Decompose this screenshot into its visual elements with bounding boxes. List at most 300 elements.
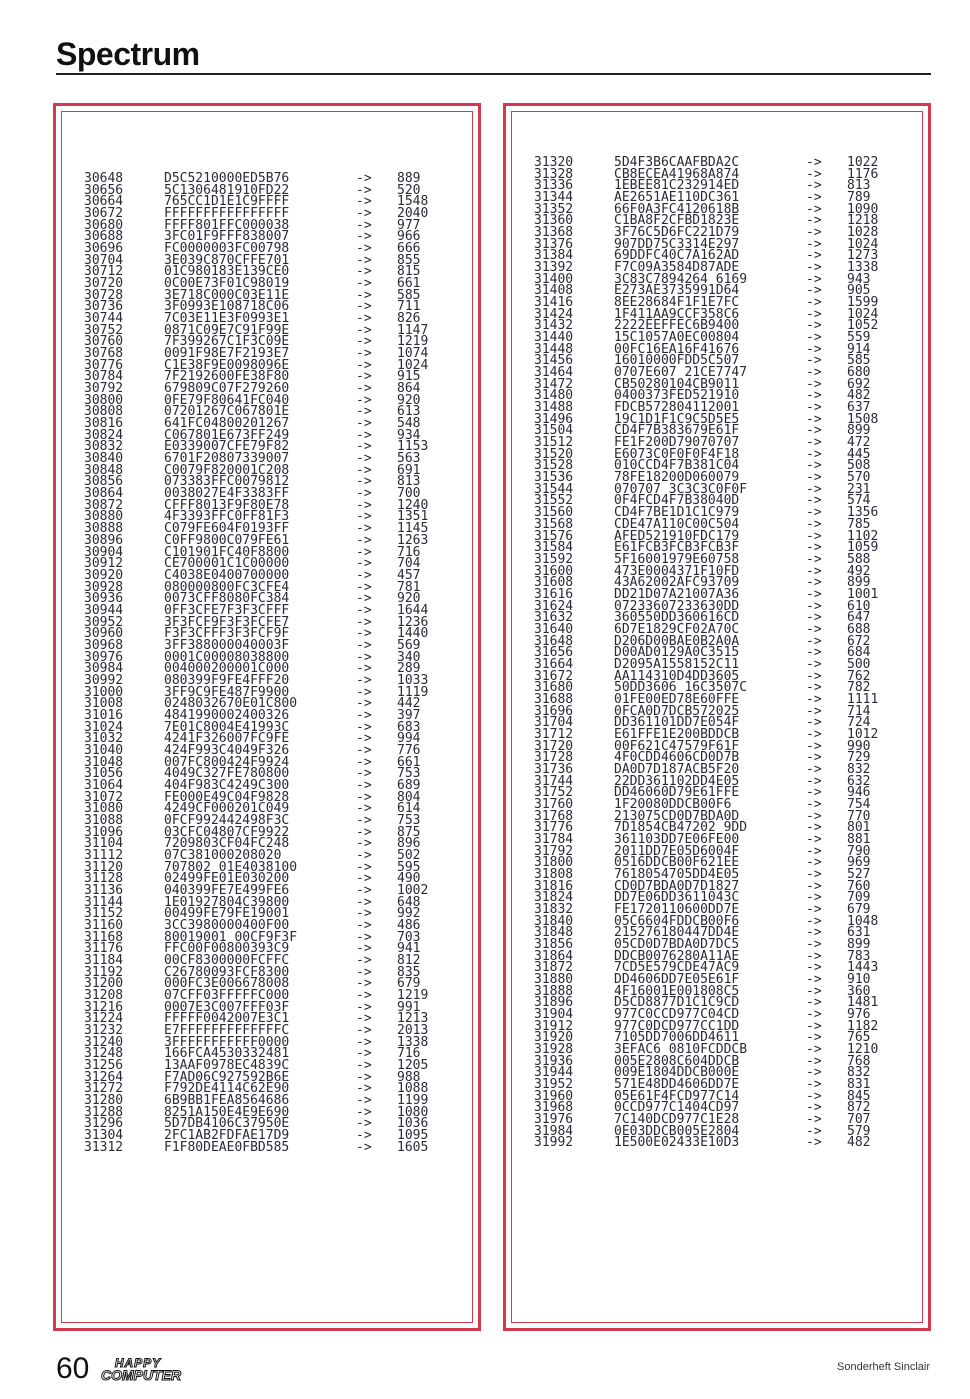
address: 30968 bbox=[84, 637, 124, 653]
checksum: 905 bbox=[847, 283, 871, 299]
arrow: -> bbox=[806, 458, 822, 474]
hex-data: 641FC04800201267 bbox=[164, 416, 290, 432]
checksum: 762 bbox=[847, 668, 871, 684]
checksum: 595 bbox=[397, 859, 421, 875]
arrow: -> bbox=[806, 972, 822, 988]
address: 31704 bbox=[534, 715, 574, 731]
hex-data: 4F16001E001808C5 bbox=[614, 983, 740, 999]
checksum: 1481 bbox=[847, 995, 879, 1011]
address: 31768 bbox=[534, 808, 574, 824]
arrow: -> bbox=[806, 563, 822, 579]
arrow: -> bbox=[806, 271, 822, 287]
checksum: 988 bbox=[397, 1069, 421, 1085]
address: 30784 bbox=[84, 369, 124, 385]
arrow: -> bbox=[356, 497, 372, 513]
checksum: 760 bbox=[847, 878, 871, 894]
arrow: -> bbox=[806, 761, 822, 777]
checksum: 1052 bbox=[847, 318, 879, 334]
hex-data: 009E1804DDCB000E bbox=[614, 1065, 740, 1081]
arrow: -> bbox=[806, 750, 822, 766]
checksum: 1205 bbox=[397, 1058, 429, 1074]
address: 31464 bbox=[534, 365, 574, 381]
address: 31496 bbox=[534, 411, 574, 427]
arrow: -> bbox=[356, 882, 372, 898]
hex-data: D00AD0129A0C3515 bbox=[614, 645, 740, 661]
checksum: 910 bbox=[847, 972, 871, 988]
hex-data: AE2651AE110DC361 bbox=[614, 190, 740, 206]
address: 31728 bbox=[534, 750, 574, 766]
arrow: -> bbox=[356, 614, 372, 630]
arrow: -> bbox=[356, 427, 372, 443]
arrow: -> bbox=[806, 878, 822, 894]
address: 31816 bbox=[534, 878, 574, 894]
arrow: -> bbox=[806, 295, 822, 311]
arrow: -> bbox=[806, 330, 822, 346]
address: 31008 bbox=[84, 696, 124, 712]
arrow: -> bbox=[356, 672, 372, 688]
checksum: 1176 bbox=[847, 166, 879, 182]
hex-data: 4F3393FFC0FF81F3 bbox=[164, 509, 290, 525]
address: 31680 bbox=[534, 680, 574, 696]
hex-data: 43A62002AFC93709 bbox=[614, 575, 740, 591]
checksum: 707 bbox=[847, 1112, 871, 1128]
checksum: 1153 bbox=[397, 439, 429, 455]
arrow: -> bbox=[806, 446, 822, 462]
arrow: -> bbox=[806, 178, 822, 194]
address: 31368 bbox=[534, 225, 574, 241]
address: 30648 bbox=[84, 171, 124, 186]
hex-listing-left bbox=[56, 173, 478, 1153]
address: 31920 bbox=[534, 1030, 574, 1046]
address: 30680 bbox=[84, 217, 124, 233]
address: 31648 bbox=[534, 633, 574, 649]
logo-line-2: COMPUTER bbox=[101, 1367, 182, 1383]
hex-data: E273AE3735991D64 bbox=[614, 283, 740, 299]
hex-data: 7F399267C1F3C09E bbox=[164, 334, 290, 350]
hex-data: 5D7DB4106C37950E bbox=[164, 1116, 290, 1132]
checksum: 845 bbox=[847, 1088, 871, 1104]
hex-data: CE700001C1C00000 bbox=[164, 556, 290, 572]
address: 31440 bbox=[534, 330, 574, 346]
address: 31952 bbox=[534, 1077, 574, 1093]
checksum: 703 bbox=[397, 929, 421, 945]
arrow: -> bbox=[356, 988, 372, 1004]
checksum: 672 bbox=[847, 633, 871, 649]
hex-data: CFFF8013F9F80E78 bbox=[164, 497, 290, 513]
hex-data: 1F411AA9CCF358C6 bbox=[614, 306, 740, 322]
checksum: 661 bbox=[397, 276, 421, 292]
address: 31520 bbox=[534, 446, 574, 462]
checksum: 231 bbox=[847, 481, 871, 497]
hex-data: DD21D07A21007A36 bbox=[614, 586, 740, 602]
checksum: 765 bbox=[847, 1030, 871, 1046]
arrow: -> bbox=[356, 567, 372, 583]
arrow: -> bbox=[356, 182, 372, 198]
hex-data: 02499FE01E030200 bbox=[164, 871, 290, 887]
checksum: 472 bbox=[847, 435, 871, 451]
arrow: -> bbox=[356, 451, 372, 467]
hex-data: 7618054705DD4E05 bbox=[614, 866, 740, 882]
hex-data: 073383FFC0079812 bbox=[164, 474, 290, 490]
checksum: 691 bbox=[397, 462, 421, 478]
checksum: 585 bbox=[847, 353, 871, 369]
checksum: 1119 bbox=[397, 684, 429, 700]
hex-data: DDCB0076280A11AE bbox=[614, 948, 740, 964]
address: 31096 bbox=[84, 824, 124, 840]
checksum: 920 bbox=[397, 392, 421, 408]
address: 31360 bbox=[534, 213, 574, 229]
arrow: -> bbox=[356, 311, 372, 327]
checksum: 831 bbox=[847, 1077, 871, 1093]
address: 31688 bbox=[534, 691, 574, 707]
hex-data: 19C1D1F1C9C5D5E5 bbox=[614, 411, 740, 427]
arrow: -> bbox=[806, 831, 822, 847]
address: 31832 bbox=[534, 902, 574, 917]
hex-data: 707802 01E4038100 bbox=[164, 859, 298, 875]
arrow: -> bbox=[356, 684, 372, 700]
arrow: -> bbox=[356, 474, 372, 490]
address: 31312 bbox=[84, 1139, 124, 1155]
hex-data: 0FE79F80641FC040 bbox=[164, 392, 290, 408]
arrow: -> bbox=[356, 847, 372, 863]
checksum: 563 bbox=[397, 451, 421, 467]
hex-data: 00CF8300000FCFFC bbox=[164, 953, 290, 969]
arrow: -> bbox=[356, 381, 372, 397]
checksum: 1356 bbox=[847, 505, 879, 521]
address: 31200 bbox=[84, 976, 124, 992]
checksum: 1440 bbox=[397, 626, 429, 642]
arrow: -> bbox=[806, 341, 822, 357]
arrow: -> bbox=[356, 918, 372, 933]
address: 31992 bbox=[534, 1135, 574, 1151]
hex-data: D5CD8877D1C1C9CD bbox=[614, 995, 740, 1011]
checksum: 1240 bbox=[397, 497, 429, 513]
checksum: 881 bbox=[847, 831, 871, 847]
arrow: -> bbox=[806, 516, 822, 532]
hex-data: E61FCB3FCB3FCB3F bbox=[614, 540, 740, 556]
hex-data: 679809C07F279260 bbox=[164, 381, 290, 397]
hex-data: F7C09A3584D87ADE bbox=[614, 260, 740, 276]
address: 31104 bbox=[84, 836, 124, 852]
page-title: Spectrum bbox=[56, 36, 200, 72]
arrow: -> bbox=[806, 1018, 822, 1034]
checksum: 1338 bbox=[847, 260, 879, 276]
address: 31488 bbox=[534, 400, 574, 416]
hex-data: 22DD361102DD4E05 bbox=[614, 773, 740, 789]
arrow: -> bbox=[806, 960, 822, 976]
checksum: 1338 bbox=[397, 1034, 429, 1050]
checksum: 813 bbox=[847, 178, 871, 194]
checksum: 1080 bbox=[397, 1104, 429, 1120]
listing-panel-right bbox=[503, 103, 931, 1331]
hex-data: 473E0004371F10FD bbox=[614, 563, 740, 579]
hex-data: C067801E673FF249 bbox=[164, 427, 290, 443]
arrow: -> bbox=[356, 707, 372, 723]
hex-data: 16010000FDD5C507 bbox=[614, 353, 740, 369]
arrow: -> bbox=[806, 190, 822, 206]
checksum: 1024 bbox=[397, 357, 429, 373]
hex-data: 50DD3606 16C3507C bbox=[614, 680, 748, 696]
hex-data: 977C0CCD977C04CD bbox=[614, 1007, 740, 1023]
hex-data: 66F0A3FC4120618B bbox=[614, 201, 740, 217]
address: 31376 bbox=[534, 236, 574, 252]
address: 31864 bbox=[534, 948, 574, 964]
address: 31784 bbox=[534, 831, 574, 847]
arrow: -> bbox=[806, 481, 822, 497]
address: 31456 bbox=[534, 353, 574, 369]
address: 31672 bbox=[534, 668, 574, 684]
arrow: -> bbox=[806, 738, 822, 754]
arrow: -> bbox=[806, 540, 822, 556]
arrow: -> bbox=[806, 1077, 822, 1093]
address: 30840 bbox=[84, 451, 124, 467]
hex-data: 213075CD0D7BDA0D bbox=[614, 808, 740, 824]
hex-data: FE000E49C04F9828 bbox=[164, 789, 290, 805]
arrow: -> bbox=[806, 808, 822, 824]
address: 31136 bbox=[84, 882, 124, 898]
hex-data: 571E48DD4606DD7E bbox=[614, 1077, 740, 1093]
hex-data: 4F0CDD4606CD0D7B bbox=[614, 750, 740, 766]
hex-data: 3CC3980000400F00 bbox=[164, 918, 290, 933]
address: 31848 bbox=[534, 925, 574, 941]
hex-data: 3C83C7894264 6169 bbox=[614, 271, 748, 287]
checksum: 1351 bbox=[397, 509, 429, 525]
hex-data: 7F2192600FE38F80 bbox=[164, 369, 290, 385]
hex-data: 5D4F3B6CAAFBDA2C bbox=[614, 155, 740, 170]
address: 30864 bbox=[84, 486, 124, 502]
hex-data: 0248032670E01C800 bbox=[164, 696, 298, 712]
address: 30736 bbox=[84, 299, 124, 315]
hex-data: F7AD06C927592B6E bbox=[164, 1069, 290, 1085]
hex-data: 0707E607 21CE7747 bbox=[614, 365, 748, 381]
checksum: 2040 bbox=[397, 206, 429, 222]
arrow: -> bbox=[806, 435, 822, 451]
checksum: 692 bbox=[847, 376, 871, 392]
hex-data: 07233607233630DD bbox=[614, 598, 740, 614]
checksum: 785 bbox=[847, 516, 871, 532]
arrow: -> bbox=[806, 703, 822, 719]
hex-data: 040399FE7E499FE6 bbox=[164, 882, 290, 898]
checksum: 1048 bbox=[847, 913, 879, 929]
address: 31736 bbox=[534, 761, 574, 777]
hex-data: 01FE00ED78E60FFE bbox=[614, 691, 740, 707]
hex-data: 13AAF0978EC4839C bbox=[164, 1058, 290, 1074]
hex-data: 1E01927804C39800 bbox=[164, 894, 290, 910]
checksum: 815 bbox=[397, 264, 421, 280]
arrow: -> bbox=[356, 766, 372, 782]
arrow: -> bbox=[356, 1139, 372, 1155]
arrow: -> bbox=[806, 843, 822, 859]
address: 30992 bbox=[84, 672, 124, 688]
arrow: -> bbox=[806, 925, 822, 941]
address: 30928 bbox=[84, 579, 124, 595]
checksum: 789 bbox=[847, 190, 871, 206]
address: 31184 bbox=[84, 953, 124, 969]
checksum: 1236 bbox=[397, 614, 429, 630]
checksum: 781 bbox=[397, 579, 421, 595]
hex-data: 424F993C4049F326 bbox=[164, 742, 290, 758]
hex-data: 404F983C4249C300 bbox=[164, 777, 290, 793]
address: 31568 bbox=[534, 516, 574, 532]
page-number: 60 bbox=[56, 1352, 90, 1385]
arrow: -> bbox=[356, 1093, 372, 1109]
checksum: 631 bbox=[847, 925, 871, 941]
checksum: 684 bbox=[847, 645, 871, 661]
hex-data: FFFFF0042007E3C1 bbox=[164, 1011, 290, 1027]
hex-data: 070707 3C3C3C0F0F bbox=[614, 481, 748, 497]
address: 31632 bbox=[534, 610, 574, 626]
checksum: 716 bbox=[397, 1046, 421, 1062]
arrow: -> bbox=[356, 416, 372, 432]
address: 31128 bbox=[84, 871, 124, 887]
hex-data: FFFF801FFC000038 bbox=[164, 217, 290, 233]
checksum: 1059 bbox=[847, 540, 879, 556]
hex-data: C101901FC40F8800 bbox=[164, 544, 290, 560]
arrow: -> bbox=[806, 1112, 822, 1128]
arrow: -> bbox=[356, 742, 372, 758]
checksum: 1095 bbox=[397, 1128, 429, 1144]
address: 31088 bbox=[84, 812, 124, 828]
hex-data: 0FCF992442498F3C bbox=[164, 812, 290, 828]
checksum: 679 bbox=[397, 976, 421, 992]
hex-data: C26780093FCF8300 bbox=[164, 964, 290, 980]
arrow: -> bbox=[806, 645, 822, 661]
checksum: 340 bbox=[397, 649, 421, 665]
address: 30920 bbox=[84, 567, 124, 583]
hex-data: 4049C327FE780800 bbox=[164, 766, 290, 782]
hex-data: 1EBEE81C232914ED bbox=[614, 178, 740, 194]
hex-data: 0F4FCD4F7B38040D bbox=[614, 493, 740, 509]
checksum: 1033 bbox=[397, 672, 429, 688]
arrow: -> bbox=[356, 392, 372, 408]
address: 31160 bbox=[84, 918, 124, 933]
arrow: -> bbox=[356, 1128, 372, 1144]
address: 31296 bbox=[84, 1116, 124, 1132]
address: 31968 bbox=[534, 1100, 574, 1116]
address: 31752 bbox=[534, 785, 574, 801]
hex-data: 78FE18200D060079 bbox=[614, 470, 740, 486]
hex-data: 907DD75C3314E297 bbox=[614, 236, 740, 252]
checksum: 1024 bbox=[847, 236, 879, 252]
hex-data: 0001C00008038800 bbox=[164, 649, 290, 665]
checksum: 2013 bbox=[397, 1023, 429, 1039]
hex-data: 3F3FCF9F3F3FCFE7 bbox=[164, 614, 290, 630]
address: 31272 bbox=[84, 1081, 124, 1097]
address: 31896 bbox=[534, 995, 574, 1011]
checksum: 527 bbox=[847, 866, 871, 882]
arrow: -> bbox=[356, 439, 372, 455]
hex-data: 07CFF03FFFFFC000 bbox=[164, 988, 290, 1004]
address: 31976 bbox=[534, 1112, 574, 1128]
checksum: 1111 bbox=[847, 691, 879, 707]
checksum: 502 bbox=[397, 847, 421, 863]
arrow: -> bbox=[806, 411, 822, 427]
address: 31384 bbox=[534, 248, 574, 264]
address: 30688 bbox=[84, 229, 124, 245]
arrow: -> bbox=[356, 649, 372, 665]
checksum: 482 bbox=[847, 388, 871, 404]
checksum: 875 bbox=[397, 824, 421, 840]
address: 31984 bbox=[534, 1123, 574, 1139]
checksum: 832 bbox=[847, 761, 871, 777]
checksum: 548 bbox=[397, 416, 421, 432]
arrow: -> bbox=[356, 626, 372, 642]
checksum: 776 bbox=[397, 742, 421, 758]
address: 31024 bbox=[84, 719, 124, 735]
arrow: -> bbox=[356, 976, 372, 992]
checksum: 709 bbox=[847, 890, 871, 906]
checksum: 679 bbox=[847, 902, 871, 917]
hex-data: DD361101DD7E054F bbox=[614, 715, 740, 731]
arrow: -> bbox=[806, 1042, 822, 1058]
checksum: 1028 bbox=[847, 225, 879, 241]
checksum: 1219 bbox=[397, 334, 429, 350]
hex-data: 1E500E02433E10D3 bbox=[614, 1135, 740, 1151]
checksum: 990 bbox=[847, 738, 871, 754]
hex-data: 7105DD7006DD4611 bbox=[614, 1030, 740, 1046]
arrow: -> bbox=[806, 726, 822, 742]
address: 30896 bbox=[84, 532, 124, 548]
listing-panel-left bbox=[53, 103, 481, 1331]
arrow: -> bbox=[806, 1065, 822, 1081]
arrow: -> bbox=[806, 353, 822, 369]
address: 30744 bbox=[84, 311, 124, 327]
address: 30912 bbox=[84, 556, 124, 572]
checksum: 753 bbox=[397, 766, 421, 782]
address: 31872 bbox=[534, 960, 574, 976]
address: 30752 bbox=[84, 322, 124, 338]
address: 30720 bbox=[84, 276, 124, 292]
arrow: -> bbox=[806, 575, 822, 591]
listing-row bbox=[506, 1137, 928, 1149]
address: 31040 bbox=[84, 742, 124, 758]
arrow: -> bbox=[356, 334, 372, 350]
address: 31432 bbox=[534, 318, 574, 334]
arrow: -> bbox=[356, 789, 372, 805]
checksum: 1024 bbox=[847, 306, 879, 322]
address: 31840 bbox=[534, 913, 574, 929]
hex-data: 6B9BB1FEA8564686 bbox=[164, 1093, 290, 1109]
checksum: 1508 bbox=[847, 411, 879, 427]
checksum: 482 bbox=[847, 1135, 871, 1151]
hex-data: 7C140DCD977C1E28 bbox=[614, 1112, 740, 1128]
checksum: 1199 bbox=[397, 1093, 429, 1109]
hex-data: 7D1854CB47202 9DD bbox=[614, 820, 748, 836]
checksum: 1036 bbox=[397, 1116, 429, 1132]
address: 30872 bbox=[84, 497, 124, 513]
hex-data: CD4F7BE1D1C1C979 bbox=[614, 505, 740, 521]
address: 31064 bbox=[84, 777, 124, 793]
hex-data: 0516DDCB00F621EE bbox=[614, 855, 740, 871]
arrow: -> bbox=[806, 785, 822, 801]
checksum: 1088 bbox=[397, 1081, 429, 1097]
address: 31608 bbox=[534, 575, 574, 591]
arrow: -> bbox=[356, 322, 372, 338]
hex-data: 000FC3E006678008 bbox=[164, 976, 290, 992]
checksum: 704 bbox=[397, 556, 421, 572]
checksum: 835 bbox=[397, 964, 421, 980]
checksum: 1102 bbox=[847, 528, 879, 544]
address: 31192 bbox=[84, 964, 124, 980]
hex-data: DA0D7D187ACB5F20 bbox=[614, 761, 740, 777]
arrow: -> bbox=[806, 995, 822, 1011]
hex-data: 0FF3CFE7F3F3CFFF bbox=[164, 602, 290, 618]
checksum: 397 bbox=[397, 707, 421, 723]
arrow: -> bbox=[356, 369, 372, 385]
hex-data: F3F3CFFF3F3FCF9F bbox=[164, 626, 290, 642]
address: 31056 bbox=[84, 766, 124, 782]
checksum: 991 bbox=[397, 999, 421, 1015]
